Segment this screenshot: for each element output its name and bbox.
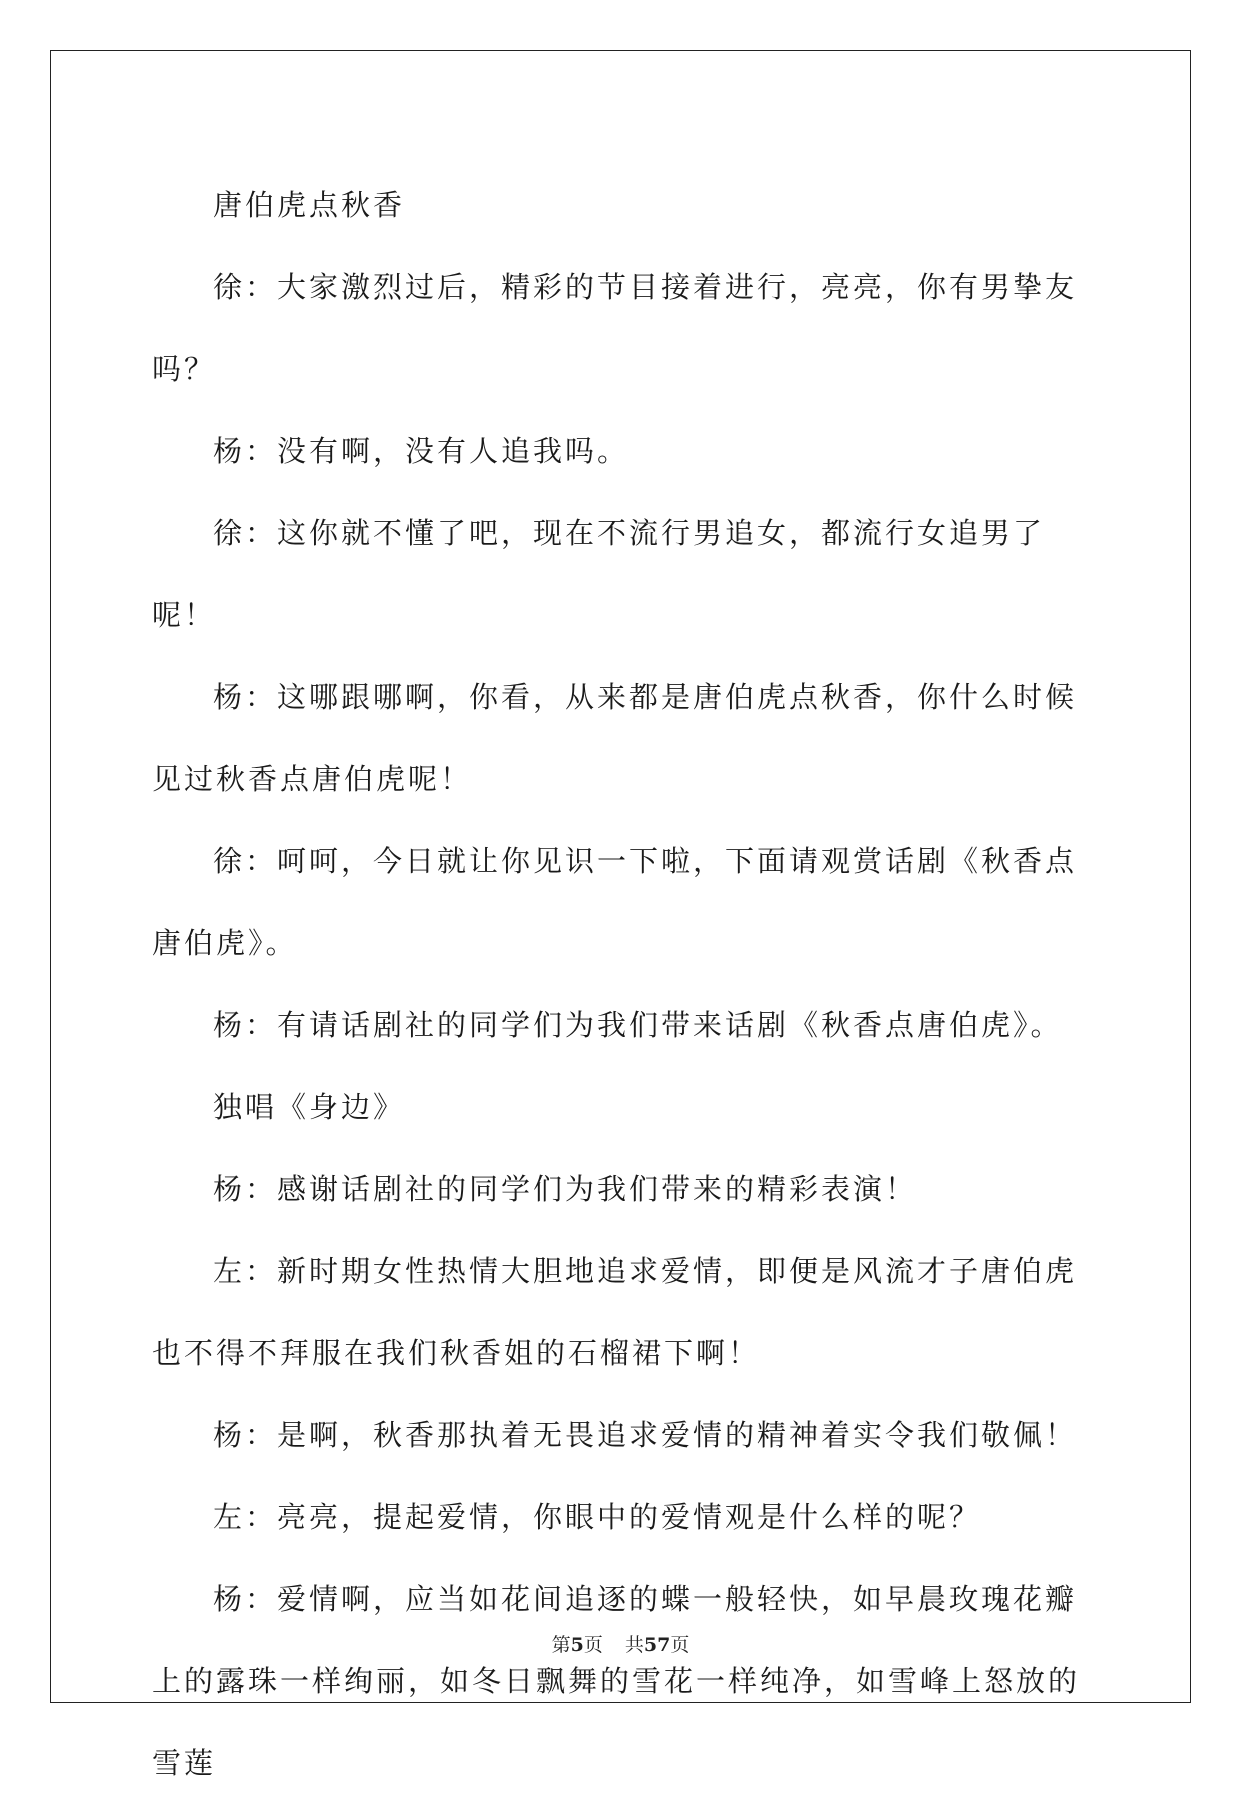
dialogue-line: 徐：大家激烈过后，精彩的节目接着进行，亮亮，你有男挚友吗？ — [152, 270, 1078, 386]
dialogue-line: 杨：爱情啊，应当如花间追逐的蝶一般轻快，如早晨玫瑰花瓣上的露珠一样绚丽，如冬日飘舞的雪花一样纯净，如雪峰上怒放的雪莲 — [152, 1582, 1081, 1780]
dialogue-line: 杨：感谢话剧社的同学们为我们带来的精彩表演！ — [213, 1172, 918, 1206]
heading-tang-bohu: 唐伯虎点秋香 — [213, 188, 406, 222]
dialogue-line: 杨：有请话剧社的同学们为我们带来话剧《秋香点唐伯虎》。 — [213, 1008, 1063, 1042]
dialogue-line: 徐：呵呵，今日就让你见识一下啦，下面请观赏话剧《秋香点唐伯虎》。 — [152, 844, 1078, 960]
dialogue-line: 杨：是啊，秋香那执着无畏追求爱情的精神着实令我们敬佩！ — [213, 1418, 1078, 1452]
dialogue-line: 杨：这哪跟哪啊，你看，从来都是唐伯虎点秋香，你什么时候见过秋香点唐伯虎呢！ — [152, 680, 1078, 796]
dialogue-line: 杨：没有啊，没有人追我吗。 — [213, 434, 630, 468]
page-number: 5 — [570, 1634, 584, 1656]
dialogue-line: 徐：这你就不懂了吧，现在不流行男追女，都流行女追男了呢！ — [152, 516, 1046, 632]
page-suffix: 页 — [583, 1634, 603, 1656]
document-body — [152, 164, 1092, 1804]
total-suffix: 页 — [670, 1634, 690, 1656]
heading-solo: 独唱《身边》 — [213, 1090, 406, 1124]
dialogue-line: 左：亮亮，提起爱情，你眼中的爱情观是什么样的呢？ — [213, 1500, 982, 1534]
total-prefix: 共 — [624, 1634, 644, 1656]
total-pages: 57 — [643, 1634, 671, 1656]
page-footer — [0, 1630, 1241, 1657]
dialogue-line: 左：新时期女性热情大胆地追求爱情，即便是风流才子唐伯虎也不得不拜服在我们秋香姐的石榴裙下啊！ — [152, 1254, 1078, 1370]
page-prefix: 第 — [551, 1634, 571, 1656]
